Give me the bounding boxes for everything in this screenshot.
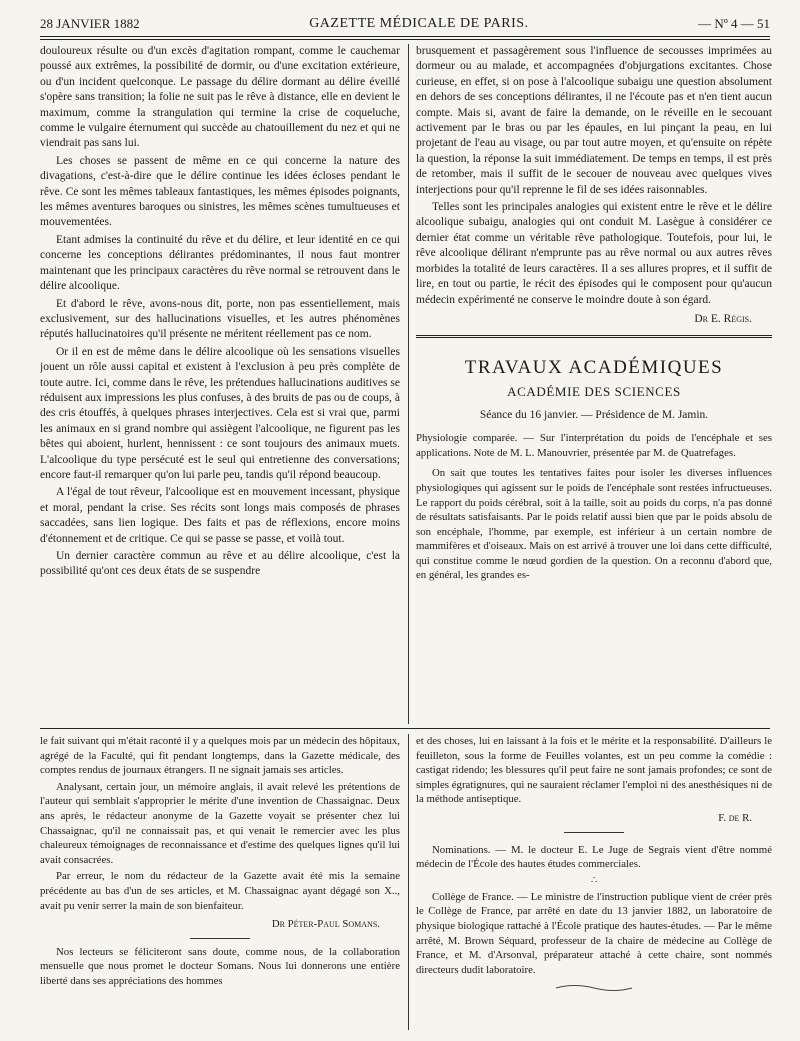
paragraph: Etant admises la continuité du rêve et du délire, et leur identité en ce qui concerne les conceptions délirantes prédominantes, il nous faut montrer maintenant que les principaux caractères du rêve normal se retrouvent dans le délire alcoolique.: [40, 233, 400, 293]
section-rule: [416, 335, 772, 338]
somans-signature: Dr Péter-Paul Somans.: [271, 918, 380, 931]
page-header: [40, 14, 770, 34]
travaux-title: TRAVAUX ACADÉMIQUES: [464, 357, 724, 379]
paragraph: Or il en est de même dans le délire alcoolique où les sensations visuelles jouent un rôle aussi capital et existent à l'exclusion à peu près complète de toute autre. Ici, comme dans le rêve, les prétendues hallucinations auditives se réduisent aux impressions les plus confuses, à des bruits de pas ou de coups, à des cris étouffés, à quelques phrases interjectives. Cela est si vrai que, parmi les animaux en si grand nombre qui assiègent l'alcoolique, ne figurent pas les bêtes qui aboient, hurlent, hennissent : ce sont toujours des animaux muets. L'alcoolique du type persécuté est le seul qui entretienne des conversations; encore faut-il remarquer qu'on lui parle peu, tandis qu'il répond beaucoup.: [40, 345, 400, 481]
asterism: ∴: [590, 874, 598, 886]
column-separator: [408, 44, 409, 724]
header-page-number: — Nº 4 — 51: [698, 16, 770, 31]
header-date: 28 JANVIER 1882: [40, 16, 140, 31]
paragraph: et des choses, lui en laissant à la fois et le mérite et la responsabilité. D'ailleurs le feuilleton, sous la forme de Feuilles volantes, est un peu comme la comédie : castigat ridendo; les blessures qu'il peut faire ne sont jamais profondes; ce sont de simples égratignures, qui ne sauraient réclamer l'emploi ni des anesthésiques ni de la méthode antiseptique.: [416, 735, 772, 806]
paragraph: A l'égal de tout rêveur, l'alcoolique est en mouvement incessant, physique et moral, pendant la crise. Ses récits sont longs mais composés de phrases saccadées, sans lien logique. Des faits et pas de réflexions, encore moins d'étonnement et de critique. Ce qui se passe se passe, et voilà tout.: [40, 486, 400, 545]
paragraph: Telles sont les principales analogies qui existent entre le rêve et le délire alcoolique subaigu, analogies qui ont conduit M. Lasègue à considérer ce dernier état comme un véritable rêve pathologique. Toutefois, pour lui, le rêve alcoolique délirant n'emprunte pas au rêve normal ou aux autres rêves morbides la totalité de leurs caractères. Il a ses allures propres, et il suffit de lire, en tout ou partie, le récit des épisodes qui le composent pour qu'aucun médecin expérimenté ne conserve le moindre doute à son égard.: [416, 201, 772, 306]
regis-signature: Dr E. Régis.: [694, 312, 752, 325]
paragraph: douloureux résulte ou d'un excès d'agitation rompant, comme le cauchemar poussé aux extrêmes, la possibilité de dormir, ou d'une excitation extérieure, ou d'un incident quelconque. Le passage du délire dormant au délire éveillé s'opère sans transition; la folie ne suit pas le rêve à distance, elle en devient le maximum, comme la strangulation qui termine la crise de coqueluche, comme le vulgaire éternument qui succède au chatouillement du nez et qui ne viendrait pas sans lui.: [40, 45, 400, 150]
mid-page-rule: [40, 728, 770, 729]
bottom-left-column: [40, 734, 400, 1034]
header-rule-2: [40, 39, 770, 40]
paragraph: le fait suivant qui m'était raconté il y a quelques mois par un médecin des hôpitaux, agrégé de la Faculté, qui fit pendant longtemps, dans la Gazette médicale, des comptes rendus de journaux étrangers. Il ne signait jamais ses articles.: [40, 735, 400, 777]
paragraph: Par erreur, le nom du rédacteur de la Gazette avait été mis la semaine précédente au bas d'un de ses articles, et M. Chassaignac ayant dégagé son X.., avait pu venir serrer la main de son bienfaiteur.: [40, 870, 400, 912]
paragraph: brusquement et passagèrement sous l'influence de secousses imprimées au dormeur ou au malade, et accompagnées d'objurgations excitantes. Chose curieuse, en effet, si on pose à l'alcoolique subaigu une question absolument en dehors de ses conceptions délirantes, il ne l'écoute pas et n'en tient aucun compte. Mais si, avant de faire la demande, on le réveille en le secouant activement par le bras ou par les épaules, en lui pinçant la peau, en lui projetant de l'eau au visage, ou par tout autre moyen, et qu'ensuite on répète la question, la réponse la suit immédiatement. De temps en temps, il est près de retomber, mais il suffit de le secouer de nouveau avec quelques vives interjections pour qu'il reprenne le fil de ses idées raisonnables.: [416, 45, 772, 196]
college-paragraph: Collège de France. — Le ministre de l'instruction publique vient de créer près le Collège de France, par arrêté en date du 13 janvier 1882, un laboratoire de physique biologique rattaché à l'École pratique des hautes-études. — Par le même arrêté, M. Brown Séquard, professeur de la chaire de médecine au Collège de France, et M. d'Arsonval, préparateur attaché à cette chaire, sont nommés directeurs dudit laboratoire.: [416, 890, 772, 976]
bottom-right-column: [416, 734, 772, 1034]
paragraph: Et d'abord le rêve, avons-nous dit, porte, non pas essentiellement, mais exclusivement, sur des hallucinations visuelles, et les autres phénomènes réputés hallucinatoires qu'il présente ne méritent réellement pas ce nom.: [40, 297, 400, 341]
short-rule: [190, 938, 250, 939]
flourish-ornament: [416, 983, 772, 998]
header-title: GAZETTE MÉDICALE DE PARIS.: [309, 16, 529, 31]
item-text: On sait que toutes les tentatives faites pour isoler les diverses influences physiologiques qui agissent sur le poids de l'encéphale sont restées infructueuses. Le rapport du poids cérébral, soit à la taille, soit au poids du corps, n'a pas donné de résultats satisfaisants. Par le poids relatif aussi bien que par le poids absolu de son encéphale, l'homme, par exemple, est inférieur à un certain nombre de mammifères et d'oiseaux. Mais on est arrivé à trouver une loi dans cette difficulté, qui constitue comme le nœud gordien de la question. On a reconnu d'abord que, en général, les grandes es-: [416, 467, 772, 582]
academie-heading: ACADÉMIE DES SCIENCES: [507, 384, 681, 400]
item-heading: Physiologie comparée. — Sur l'interprétation du poids de l'encéphale et ses applications. Note de M. L. Manouvrier, présentée par M. de Quatrefages.: [416, 432, 772, 459]
paragraph: Analysant, certain jour, un mémoire anglais, il avait relevé les prétentions de l'auteur qui semblait s'approprier le mérite d'une invention de Chassaignac. Deux ans après, le rédacteur anonyme de la Gazette voyait se présenter chez lui Chassaignac, qu'il ne connaissait pas, et qui venait le remercier avec les plus chaleureux témoignages de reconnaissance et d'estime des quelques lignes qu'il lui avait consacrées.: [40, 780, 400, 866]
nominations-paragraph: Nominations. — M. le docteur E. Le Juge de Segrais vient d'être nommé médecin de l'École des hautes études commerciales.: [416, 843, 772, 871]
paragraph: Nos lecteurs se féliciteront sans doute, comme nous, de la collaboration mensuelle que nous promet le docteur Somans. Nous lui donnerons une entière liberté dans ses appréciations des hommes: [40, 945, 400, 987]
top-left-column: [40, 44, 400, 724]
top-right-column: [416, 44, 772, 724]
seance-line: Séance du 16 janvier. — Présidence de M. Jamin.: [479, 408, 709, 421]
header-rule: [40, 36, 770, 37]
fdr-signature: F. de R.: [718, 811, 752, 824]
short-rule: [564, 832, 624, 833]
paragraph: Les choses se passent de même en ce qui concerne la nature des divagations, c'est-à-dire que le délire continue les idées écloses pendant le rêve. Ce sont les mêmes tableaux fantastiques, les mêmes épisodes poignants, les mêmes aventures baroques ou sinistres, les mêmes scènes tumultueuses et mouvementées.: [40, 154, 400, 229]
paragraph: Un dernier caractère commun au rêve et au délire alcoolique, c'est la possibilité qu'ont ces deux états de se suspendre: [40, 550, 400, 578]
column-separator: [408, 734, 409, 1030]
